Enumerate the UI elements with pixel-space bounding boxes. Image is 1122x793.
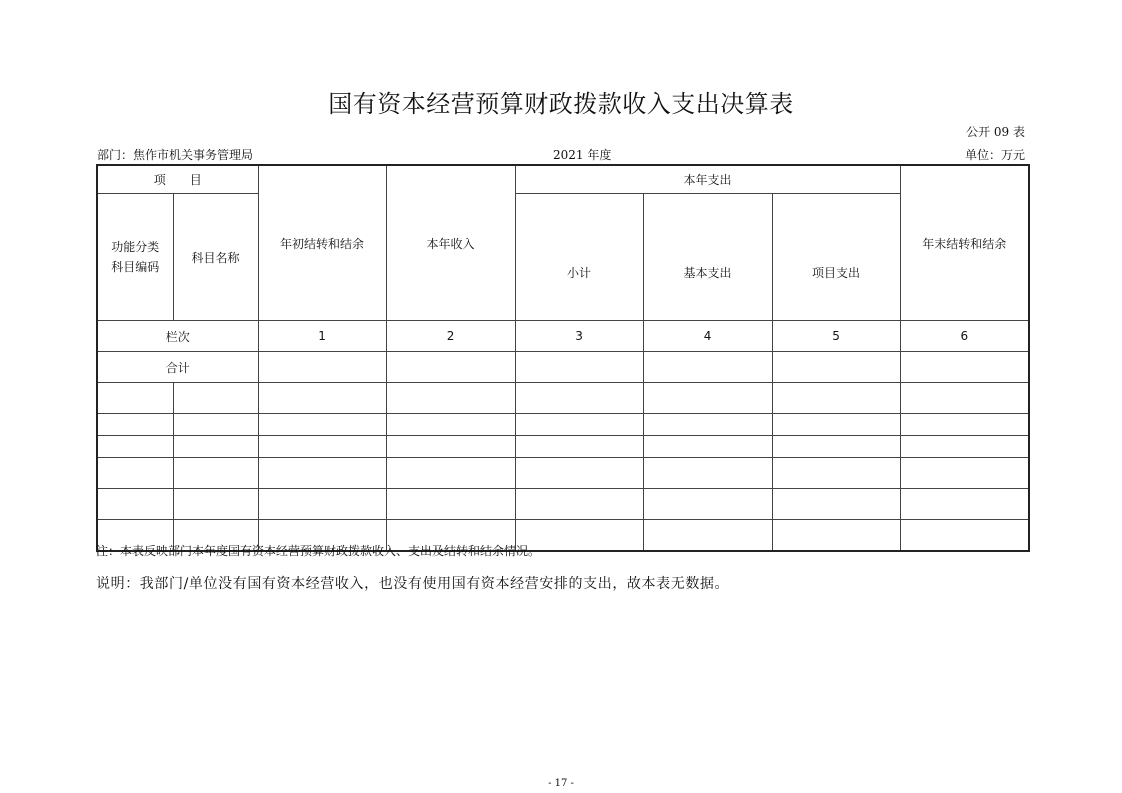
explanation-text: 说明：我部门/单位没有国有资本经营收入，也没有使用国有资本经营安排的支出，故本表无数据。 xyxy=(96,576,730,592)
lane-number: 1 xyxy=(258,321,386,352)
header-begin-balance: 年初结转和结余 xyxy=(258,165,386,321)
table-cell xyxy=(515,383,643,414)
table-cell xyxy=(515,489,643,520)
header-end-balance: 年末结转和结余 xyxy=(900,165,1029,321)
table-row xyxy=(97,458,1029,489)
lane-label: 栏次 xyxy=(97,321,258,352)
total-row xyxy=(97,352,1029,383)
table-row xyxy=(97,383,1029,414)
table-cell xyxy=(643,489,772,520)
table-cell xyxy=(97,383,173,414)
table-cell xyxy=(900,458,1029,489)
lane-row xyxy=(97,321,1029,352)
table-cell xyxy=(97,414,173,436)
table-cell xyxy=(900,436,1029,458)
page-number: - 17 - xyxy=(548,778,574,789)
table-cell xyxy=(515,352,643,383)
table-cell xyxy=(643,520,772,552)
table-cell xyxy=(386,436,515,458)
lane-number: 4 xyxy=(643,321,772,352)
table-cell xyxy=(900,520,1029,552)
table-cell xyxy=(772,383,900,414)
header-row-2 xyxy=(97,194,1029,321)
table-row xyxy=(97,436,1029,458)
header-subtotal: 小计 xyxy=(515,194,643,321)
unit-label: 单位：万元 xyxy=(964,148,1025,162)
table-cell xyxy=(643,436,772,458)
table-cell xyxy=(772,436,900,458)
table-row xyxy=(97,414,1029,436)
table-cell xyxy=(900,383,1029,414)
table-cell xyxy=(772,520,900,552)
table-cell xyxy=(772,352,900,383)
table-cell xyxy=(173,489,258,520)
table-cell xyxy=(173,458,258,489)
table-cell xyxy=(643,458,772,489)
lane-number: 5 xyxy=(772,321,900,352)
total-label: 合计 xyxy=(97,352,258,383)
fiscal-year: 2021 年度 xyxy=(553,148,612,162)
table-cell xyxy=(772,414,900,436)
header-row-1 xyxy=(97,165,1029,194)
header-item: 项 目 xyxy=(97,165,258,194)
table-row xyxy=(97,489,1029,520)
table-cell xyxy=(258,352,386,383)
table-cell xyxy=(258,383,386,414)
table-cell xyxy=(900,352,1029,383)
form-number: 公开 09 表 xyxy=(966,125,1025,139)
table-cell xyxy=(772,458,900,489)
header-subject-name: 科目名称 xyxy=(173,194,258,321)
table-cell xyxy=(258,458,386,489)
header-func-code: 功能分类 科目编码 xyxy=(97,194,173,321)
table-cell xyxy=(386,352,515,383)
table-cell xyxy=(258,414,386,436)
table-cell xyxy=(515,436,643,458)
header-expense-group: 本年支出 xyxy=(515,165,900,194)
table-cell xyxy=(97,436,173,458)
department-label: 部门：焦作市机关事务管理局 xyxy=(97,148,254,162)
table-cell xyxy=(258,436,386,458)
table-cell xyxy=(258,489,386,520)
lane-number: 6 xyxy=(900,321,1029,352)
table-cell xyxy=(900,489,1029,520)
table-cell xyxy=(386,489,515,520)
table-cell xyxy=(386,414,515,436)
table-cell xyxy=(173,414,258,436)
table-cell xyxy=(386,458,515,489)
budget-table xyxy=(96,164,1030,552)
table-cell xyxy=(515,414,643,436)
table-cell xyxy=(643,414,772,436)
table-cell xyxy=(173,436,258,458)
table-cell xyxy=(515,458,643,489)
table-cell xyxy=(772,489,900,520)
table-cell xyxy=(97,489,173,520)
table-cell xyxy=(173,383,258,414)
table-cell xyxy=(643,383,772,414)
table-cell xyxy=(900,414,1029,436)
table-cell xyxy=(97,458,173,489)
report-title: 国有资本经营预算财政拨款收入支出决算表 xyxy=(328,90,794,118)
lane-number: 3 xyxy=(515,321,643,352)
header-income: 本年收入 xyxy=(386,165,515,321)
header-basic-expense: 基本支出 xyxy=(643,194,772,321)
table-note: 注：本表反映部门本年度国有资本经营预算财政拨款收入、支出及结转和结余情况。 xyxy=(96,544,541,558)
table-cell xyxy=(643,352,772,383)
header-project-expense: 项目支出 xyxy=(772,194,900,321)
table-cell xyxy=(386,383,515,414)
lane-number: 2 xyxy=(386,321,515,352)
